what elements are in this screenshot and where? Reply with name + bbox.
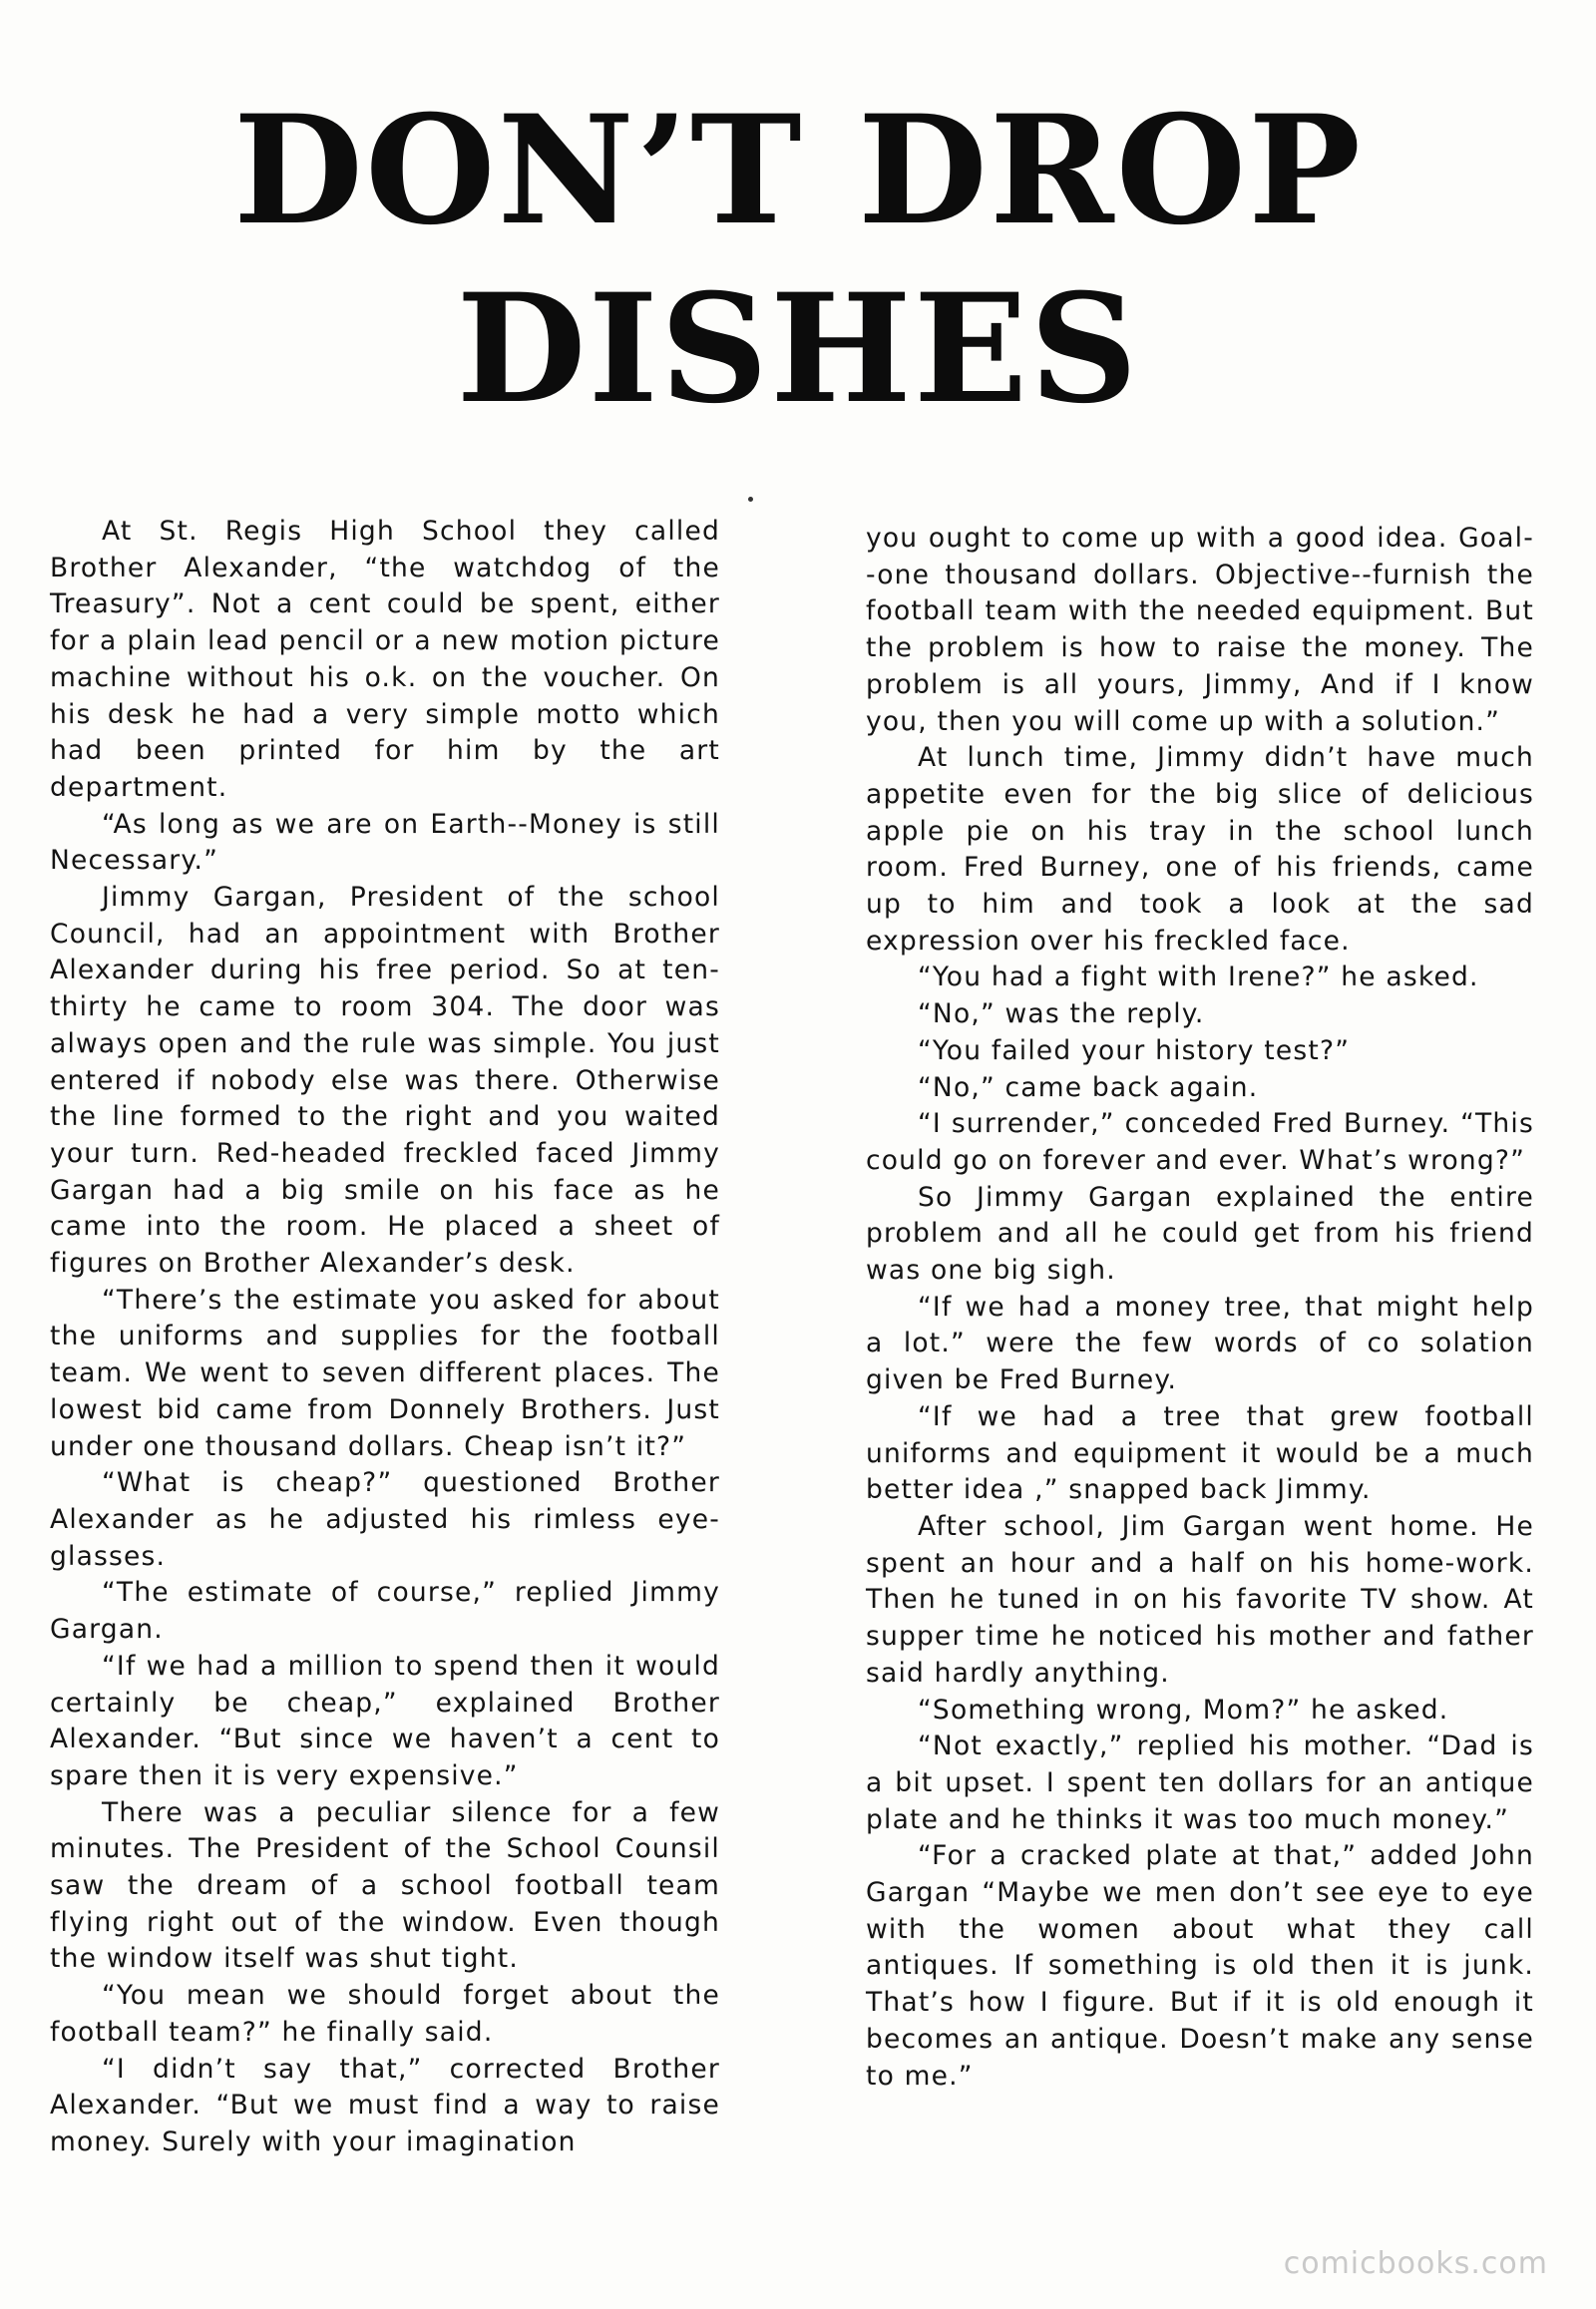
paragraph: “I surrender,” conceded Fred Burney. “This could go on forever and ever. What’s wrong?” (866, 1108, 1534, 1176)
paragraph: “No,” came back again. (918, 1071, 1259, 1103)
watermark: comicbooks.com (1283, 2246, 1548, 2281)
paragraph: So Jimmy Gargan explained the entire problem and all he could get from his friend was one big sigh. (866, 1181, 1534, 1287)
paragraph: “Something wrong, Mom?” he asked. (918, 1694, 1449, 1726)
print-speck (748, 497, 753, 502)
paragraph: “You mean we should forget about the football team?” he finally said. (50, 1980, 720, 2048)
paragraph: “There’s the estimate you asked for about the uniforms and supplies for the football team. We went to seven different places. The lowest bid came from Donnely Brothers. Just under one thousand dollars. Cheap isn’t it?” (50, 1284, 720, 1462)
paragraph: “If we had a money tree, that might help a lot.” were the few words of co solation given be Fred Burney. (866, 1291, 1534, 1396)
paragraph: “No,” was the reply. (918, 998, 1205, 1030)
paragraph: “I didn’t say that,” corrected Brother Alexander. “But we must find a way to raise money. Surely with your imagination (50, 2053, 720, 2157)
paragraph: “For a cracked plate at that,” added John Gargan “Maybe we men don’t see eye to eye with the women about what they call antiques. If something is old then it is junk. That’s how I figure. But if it is old enough it becomes an antique. Doesn’t make any sense to me.” (866, 1840, 1534, 2092)
paragraph: There was a peculiar silence for a few minutes. The President of the School Counsil saw the dream of a school football team flying right out of the window. Even though the window itself was shut tight. (50, 1796, 720, 1975)
paragraph: At St. Regis High School they called Brother Alexander, “the watchdog of the Treasury”. Not a cent could be spent, either for a plain lead pencil or a new motion picture machine without his o.k. on the voucher. On his desk he had a very simple motto which had been printed for him by the art department. (50, 516, 720, 803)
paragraph: “As long as we are on Earth--Money is still Necessary.” (50, 808, 720, 877)
paragraph: Jimmy Gargan, President of the school Council, had an appointment with Brother Alexander during his free period. So at ten-thirty he came to room 304. The door was always open and the rule was simple. You just entered if nobody else was there. Otherwise the line formed to the right and you waited your turn. Red-headed freckled faced Jimmy Gargan had a big smile on his face as he came into the room. He placed a sheet of figures on Brother Alexander’s desk. (50, 882, 720, 1280)
paragraph: “Not exactly,” replied his mother. “Dad is a bit upset. I spent ten dollars for an antique plate and he thinks it was too much money.” (866, 1731, 1534, 1835)
story-title-line-2: DISHES (456, 261, 1140, 437)
paragraph: “If we had a million to spend then it would certainly be cheap,” explained Brother Alexander. “But since we haven’t a cent to spare then it is very expensive.” (50, 1650, 720, 1791)
paragraph: At lunch time, Jimmy didn’t have much appetite even for the big slice of delicious apple pie on his tray in the school lunch room. Fred Burney, one of his friends, came up to him and took a look at the sad expression over his freckled face. (866, 742, 1534, 957)
paragraph: “The estimate of course,” replied Jimmy Gargan. (50, 1577, 720, 1646)
paragraph: “If we had a tree that grew football uniforms and equipment it would be a much better idea ,” snapped back Jimmy. (866, 1400, 1534, 1506)
paragraph: “You had a fight with Irene?” he asked. (918, 962, 1479, 993)
paragraph: you ought to come up with a good idea. Goal--one thousand dollars. Objective--furnish the football team with the needed equipment. But the problem is how to raise the money. The problem is all yours, Jimmy, And if I know you, then you will come up with a solution.” (866, 523, 1534, 737)
story-title-line-1: DON’T DROP (232, 83, 1364, 258)
paragraph: After school, Jim Gargan went home. He spent an hour and a half on his home-work. Then he tuned in on his favorite TV show. At supper time he noticed his mother and father said hardly anything. (866, 1510, 1534, 1689)
left-text-column (50, 514, 720, 2161)
paragraph: “You failed your history test?” (918, 1034, 1351, 1066)
paragraph: “What is cheap?” questioned Brother Alexander as he adjusted his rimless eye-glasses. (50, 1467, 720, 1572)
right-text-column (866, 521, 1534, 2095)
